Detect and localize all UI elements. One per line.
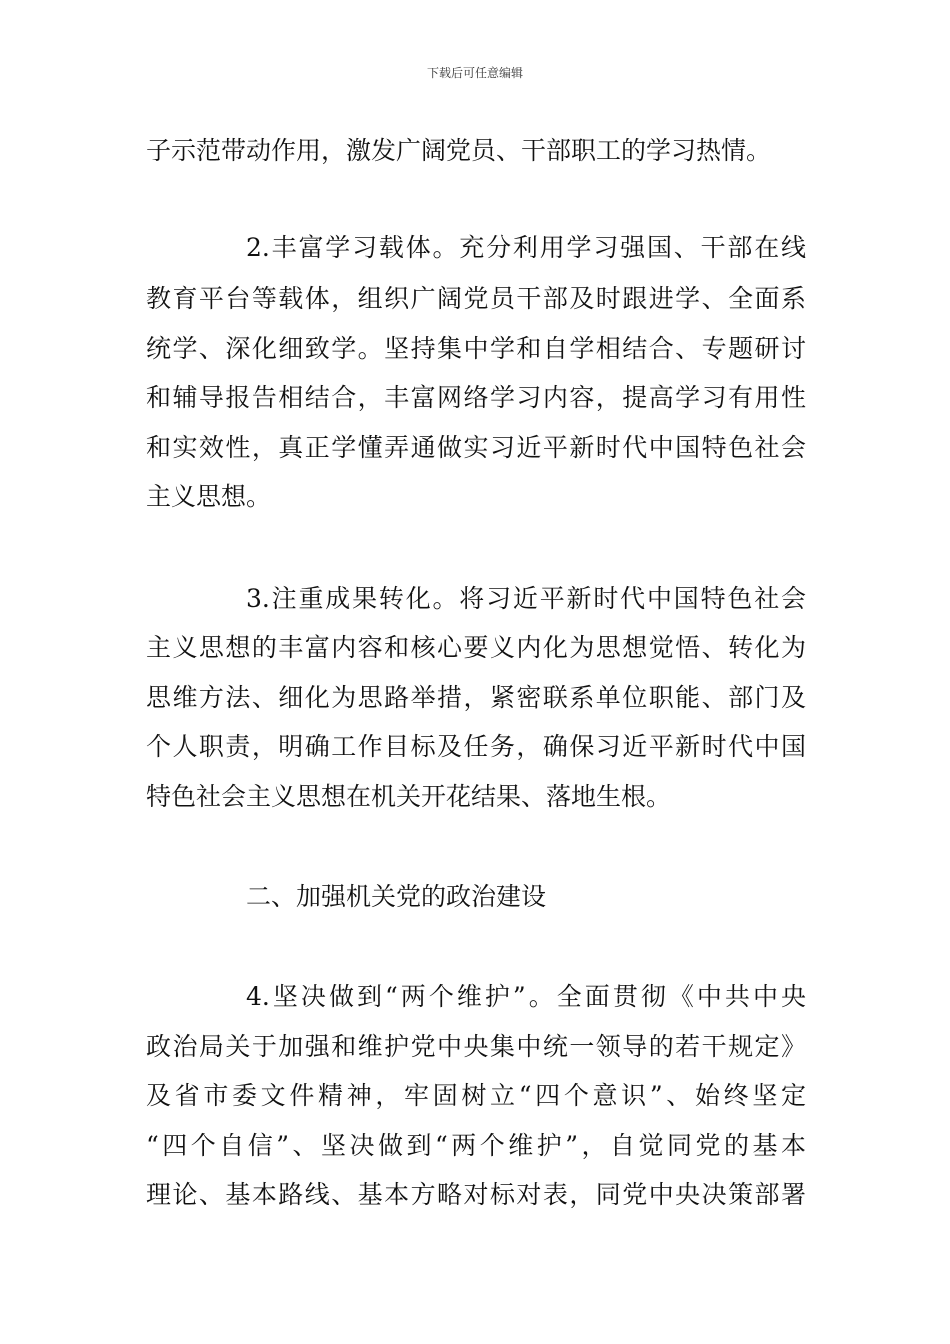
- text-line: 子示范带动作用，激发广阔党员、干部职工的学习热情。: [146, 136, 772, 165]
- paragraph-3-line: 3.注重成果转化。将习近平新时代中国特色社会: [246, 584, 806, 613]
- page-header: 下载后可任意编辑: [426, 66, 523, 80]
- paragraph-2-line: 2.丰富学习载体。充分利用学习强国、干部在线: [246, 233, 806, 262]
- paragraph-3-line: 特色社会主义思想在机关开花结果、落地生根。: [146, 782, 672, 811]
- paragraph-2-line: 和辅导报告相结合，丰富网络学习内容，提高学习有用性: [146, 383, 806, 412]
- paragraph-4-line: 理论、基本路线、基本方略对标对表，同党中央决策部署: [146, 1180, 806, 1209]
- paragraph-4-line: 及省市委文件精神，牢固树立“四个意识”、始终坚定: [146, 1081, 806, 1110]
- paragraph-4-line: “四个自信”、坚决做到“两个维护”，自觉同党的基本: [146, 1131, 806, 1160]
- paragraph-3-line: 个人职责，明确工作目标及任务，确保习近平新时代中国: [146, 732, 806, 761]
- paragraph-4-line: 4.坚决做到“两个维护”。全面贯彻《中共中央: [246, 982, 806, 1011]
- paragraph-3-line: 思维方法、细化为思路举措，紧密联系单位职能、部门及: [146, 683, 806, 712]
- section-heading: 二、加强机关党的政治建设: [246, 882, 547, 911]
- paragraph-2-line: 和实效性，真正学懂弄通做实习近平新时代中国特色社会: [146, 433, 806, 462]
- paragraph-2-line: 统学、深化细致学。坚持集中学和自学相结合、专题研讨: [146, 334, 806, 363]
- paragraph-2-line: 教育平台等载体，组织广阔党员干部及时跟进学、全面系: [146, 284, 806, 313]
- paragraph-2-line: 主义思想。: [146, 482, 272, 511]
- paragraph-4-line: 政治局关于加强和维护党中央集中统一领导的若干规定》: [146, 1032, 806, 1061]
- paragraph-3-line: 主义思想的丰富内容和核心要义内化为思想觉悟、转化为: [146, 633, 806, 662]
